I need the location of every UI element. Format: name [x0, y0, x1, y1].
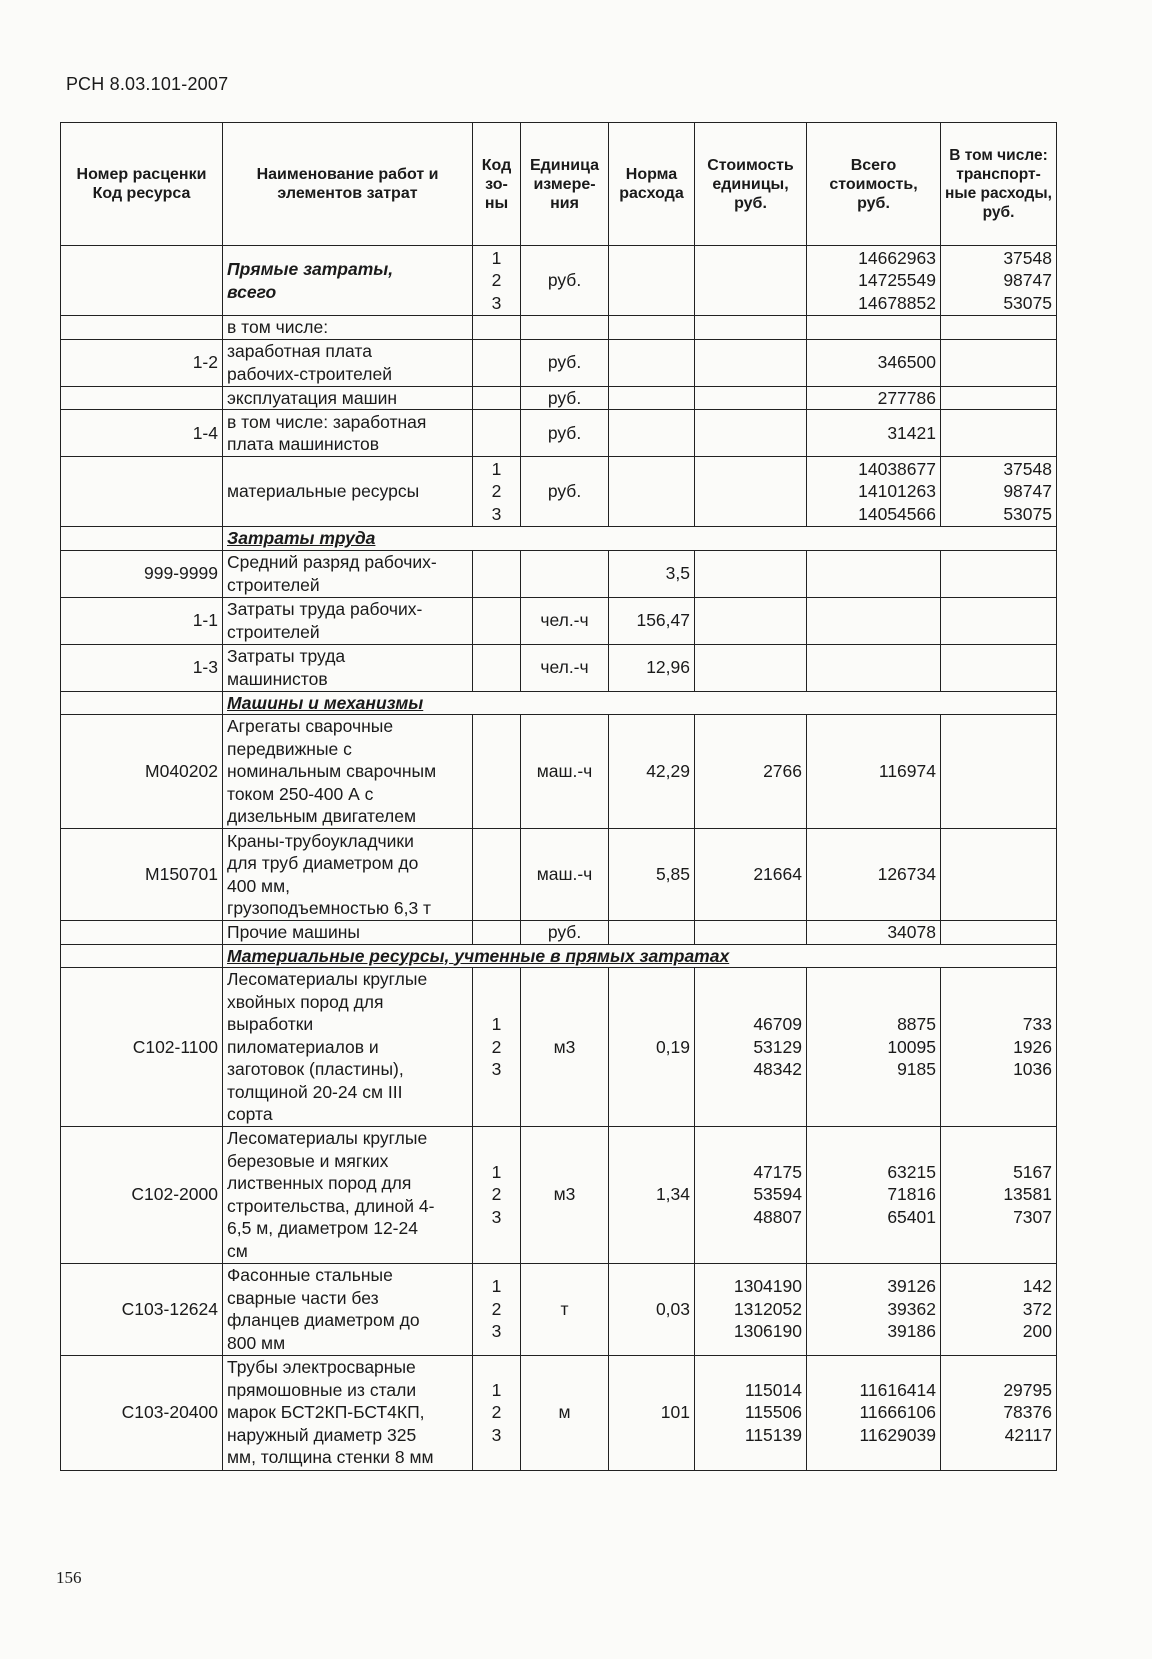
- row-unit: чел.-ч: [521, 644, 609, 691]
- row-norm: [609, 457, 695, 527]
- row-total-cost: 126734: [807, 829, 941, 921]
- row-name: в том числе:: [223, 316, 473, 340]
- row-name: Лесоматериалы круглые березовые и мягких лиственных пород для строительства, длиной 4- 6,5 м, диаметром 12-24 см: [223, 1126, 473, 1263]
- row-code: С102-1100: [61, 968, 223, 1127]
- row-norm: [609, 386, 695, 410]
- row-total-cost: 346500: [807, 339, 941, 386]
- row-code: М040202: [61, 715, 223, 829]
- row-name: Средний разряд рабочих- строителей: [223, 550, 473, 597]
- row-unit-cost: 46709 53129 48342: [695, 968, 807, 1127]
- row-zone: 1 2 3: [473, 1355, 521, 1470]
- row-code: [61, 316, 223, 340]
- row-code: [61, 457, 223, 527]
- row-unit: т: [521, 1263, 609, 1355]
- table-row: [61, 597, 1057, 644]
- row-total-cost: [807, 644, 941, 691]
- row-zone: [473, 316, 521, 340]
- row-transport: [941, 921, 1057, 945]
- row-code: 1-1: [61, 597, 223, 644]
- table-row: [61, 968, 1057, 1127]
- row-total-cost: [807, 550, 941, 597]
- section-spacer: [61, 527, 223, 551]
- row-norm: 1,34: [609, 1126, 695, 1263]
- row-code: С102-2000: [61, 1126, 223, 1263]
- row-total-cost: 63215 71816 65401: [807, 1126, 941, 1263]
- row-name: заработная плата рабочих-строителей: [223, 339, 473, 386]
- row-unit: руб.: [521, 921, 609, 945]
- row-transport: [941, 410, 1057, 457]
- section-row: [61, 527, 1057, 551]
- table-row: [61, 829, 1057, 921]
- row-zone: [473, 410, 521, 457]
- resource-table: [60, 122, 1057, 1471]
- row-code: [61, 921, 223, 945]
- row-unit-cost: [695, 410, 807, 457]
- row-unit: руб.: [521, 246, 609, 316]
- row-transport: [941, 550, 1057, 597]
- row-transport: [941, 644, 1057, 691]
- row-zone: 1 2 3: [473, 457, 521, 527]
- row-unit: м: [521, 1355, 609, 1470]
- row-norm: 12,96: [609, 644, 695, 691]
- row-unit: м3: [521, 968, 609, 1127]
- row-unit-cost: [695, 316, 807, 340]
- table-row: [61, 339, 1057, 386]
- section-title: Затраты труда: [223, 527, 1057, 551]
- row-transport: 5167 13581 7307: [941, 1126, 1057, 1263]
- col-header-transport: В том числе: транспорт- ные расходы, руб.: [941, 123, 1057, 246]
- col-header-norm: Норма расхода: [609, 123, 695, 246]
- row-name: Лесоматериалы круглые хвойных пород для выработки пиломатериалов и заготовок (пластины), толщиной 20-24 см III сорта: [223, 968, 473, 1127]
- row-code: С103-12624: [61, 1263, 223, 1355]
- table-row: [61, 921, 1057, 945]
- row-unit: руб.: [521, 386, 609, 410]
- table-header-row: [61, 123, 1057, 246]
- row-norm: 0,19: [609, 968, 695, 1127]
- row-norm: [609, 921, 695, 945]
- col-header-unit: Единица измере- ния: [521, 123, 609, 246]
- row-unit-cost: [695, 339, 807, 386]
- table-row: [61, 246, 1057, 316]
- row-code: [61, 386, 223, 410]
- row-code: 1-2: [61, 339, 223, 386]
- col-header-total-cost: Всего стоимость, руб.: [807, 123, 941, 246]
- row-zone: [473, 921, 521, 945]
- row-total-cost: 39126 39362 39186: [807, 1263, 941, 1355]
- row-total-cost: 277786: [807, 386, 941, 410]
- col-header-zone: Код зо- ны: [473, 123, 521, 246]
- row-zone: [473, 644, 521, 691]
- row-name: Затраты труда рабочих- строителей: [223, 597, 473, 644]
- row-norm: 101: [609, 1355, 695, 1470]
- row-norm: 5,85: [609, 829, 695, 921]
- row-zone: 1 2 3: [473, 1126, 521, 1263]
- row-norm: [609, 246, 695, 316]
- row-zone: [473, 715, 521, 829]
- row-name: эксплуатация машин: [223, 386, 473, 410]
- row-total-cost: 34078: [807, 921, 941, 945]
- row-name: в том числе: заработная плата машинистов: [223, 410, 473, 457]
- row-name: материальные ресурсы: [223, 457, 473, 527]
- col-header-code: Номер расценки Код ресурса: [61, 123, 223, 246]
- row-unit-cost: [695, 457, 807, 527]
- row-zone: [473, 597, 521, 644]
- row-name: Фасонные стальные сварные части без фланцев диаметром до 800 мм: [223, 1263, 473, 1355]
- table-row: [61, 316, 1057, 340]
- row-total-cost: 31421: [807, 410, 941, 457]
- row-norm: 3,5: [609, 550, 695, 597]
- row-zone: [473, 550, 521, 597]
- table-row: [61, 386, 1057, 410]
- table-body: [61, 246, 1057, 1471]
- row-total-cost: 11616414 11666106 11629039: [807, 1355, 941, 1470]
- row-unit: руб.: [521, 457, 609, 527]
- row-norm: 156,47: [609, 597, 695, 644]
- row-unit-cost: [695, 386, 807, 410]
- row-code: М150701: [61, 829, 223, 921]
- table-row: [61, 1126, 1057, 1263]
- table-row: [61, 457, 1057, 527]
- row-transport: 142 372 200: [941, 1263, 1057, 1355]
- section-spacer: [61, 944, 223, 968]
- row-name: Прямые затраты, всего: [223, 246, 473, 316]
- table-row: [61, 715, 1057, 829]
- row-unit-cost: [695, 921, 807, 945]
- row-name: Трубы электросварные прямошовные из стали марок БСТ2КП-БСТ4КП, наружный диаметр 325 мм, толщина стенки 8 мм: [223, 1355, 473, 1470]
- row-unit: чел.-ч: [521, 597, 609, 644]
- row-unit: руб.: [521, 410, 609, 457]
- section-row: [61, 944, 1057, 968]
- col-header-unit-cost: Стоимость единицы, руб.: [695, 123, 807, 246]
- row-code: 1-4: [61, 410, 223, 457]
- row-code: С103-20400: [61, 1355, 223, 1470]
- row-zone: [473, 829, 521, 921]
- row-zone: 1 2 3: [473, 246, 521, 316]
- row-code: [61, 246, 223, 316]
- row-unit: руб.: [521, 339, 609, 386]
- row-transport: 29795 78376 42117: [941, 1355, 1057, 1470]
- table-row: [61, 644, 1057, 691]
- row-transport: [941, 829, 1057, 921]
- row-zone: 1 2 3: [473, 968, 521, 1127]
- section-spacer: [61, 691, 223, 715]
- row-transport: [941, 339, 1057, 386]
- row-total-cost: 14038677 14101263 14054566: [807, 457, 941, 527]
- row-unit-cost: [695, 597, 807, 644]
- row-zone: [473, 339, 521, 386]
- col-header-name: Наименование работ и элементов затрат: [223, 123, 473, 246]
- table-row: [61, 1263, 1057, 1355]
- row-unit: м3: [521, 1126, 609, 1263]
- row-transport: [941, 715, 1057, 829]
- row-unit-cost: 1304190 1312052 1306190: [695, 1263, 807, 1355]
- row-unit-cost: [695, 644, 807, 691]
- row-name: Прочие машины: [223, 921, 473, 945]
- table-row: [61, 410, 1057, 457]
- row-unit: маш.-ч: [521, 715, 609, 829]
- row-transport: 37548 98747 53075: [941, 457, 1057, 527]
- row-unit-cost: [695, 246, 807, 316]
- row-transport: [941, 597, 1057, 644]
- section-title: Машины и механизмы: [223, 691, 1057, 715]
- row-total-cost: 14662963 14725549 14678852: [807, 246, 941, 316]
- section-row: [61, 691, 1057, 715]
- row-unit: [521, 316, 609, 340]
- document-code: РСН 8.03.101-2007: [66, 74, 229, 94]
- row-unit: [521, 550, 609, 597]
- row-transport: 37548 98747 53075: [941, 246, 1057, 316]
- row-total-cost: 8875 10095 9185: [807, 968, 941, 1127]
- row-norm: 42,29: [609, 715, 695, 829]
- row-norm: [609, 316, 695, 340]
- row-unit: маш.-ч: [521, 829, 609, 921]
- row-unit-cost: 2766: [695, 715, 807, 829]
- row-unit-cost: 47175 53594 48807: [695, 1126, 807, 1263]
- row-unit-cost: 115014 115506 115139: [695, 1355, 807, 1470]
- row-norm: 0,03: [609, 1263, 695, 1355]
- row-total-cost: [807, 597, 941, 644]
- row-name: Агрегаты сварочные передвижные с номинальным сварочным током 250-400 А с дизельным двигателем: [223, 715, 473, 829]
- row-unit-cost: 21664: [695, 829, 807, 921]
- row-code: 999-9999: [61, 550, 223, 597]
- row-unit-cost: [695, 550, 807, 597]
- row-total-cost: 116974: [807, 715, 941, 829]
- row-name: Краны-трубоукладчики для труб диаметром до 400 мм, грузоподъемностью 6,3 т: [223, 829, 473, 921]
- row-name: Затраты труда машинистов: [223, 644, 473, 691]
- row-transport: [941, 386, 1057, 410]
- page-number: 156: [56, 1568, 82, 1587]
- row-transport: 733 1926 1036: [941, 968, 1057, 1127]
- row-norm: [609, 339, 695, 386]
- row-total-cost: [807, 316, 941, 340]
- row-transport: [941, 316, 1057, 340]
- section-title: Материальные ресурсы, учтенные в прямых затратах: [223, 944, 1057, 968]
- table-row: [61, 550, 1057, 597]
- row-norm: [609, 410, 695, 457]
- row-zone: [473, 386, 521, 410]
- row-code: 1-3: [61, 644, 223, 691]
- row-zone: 1 2 3: [473, 1263, 521, 1355]
- table-row: [61, 1355, 1057, 1470]
